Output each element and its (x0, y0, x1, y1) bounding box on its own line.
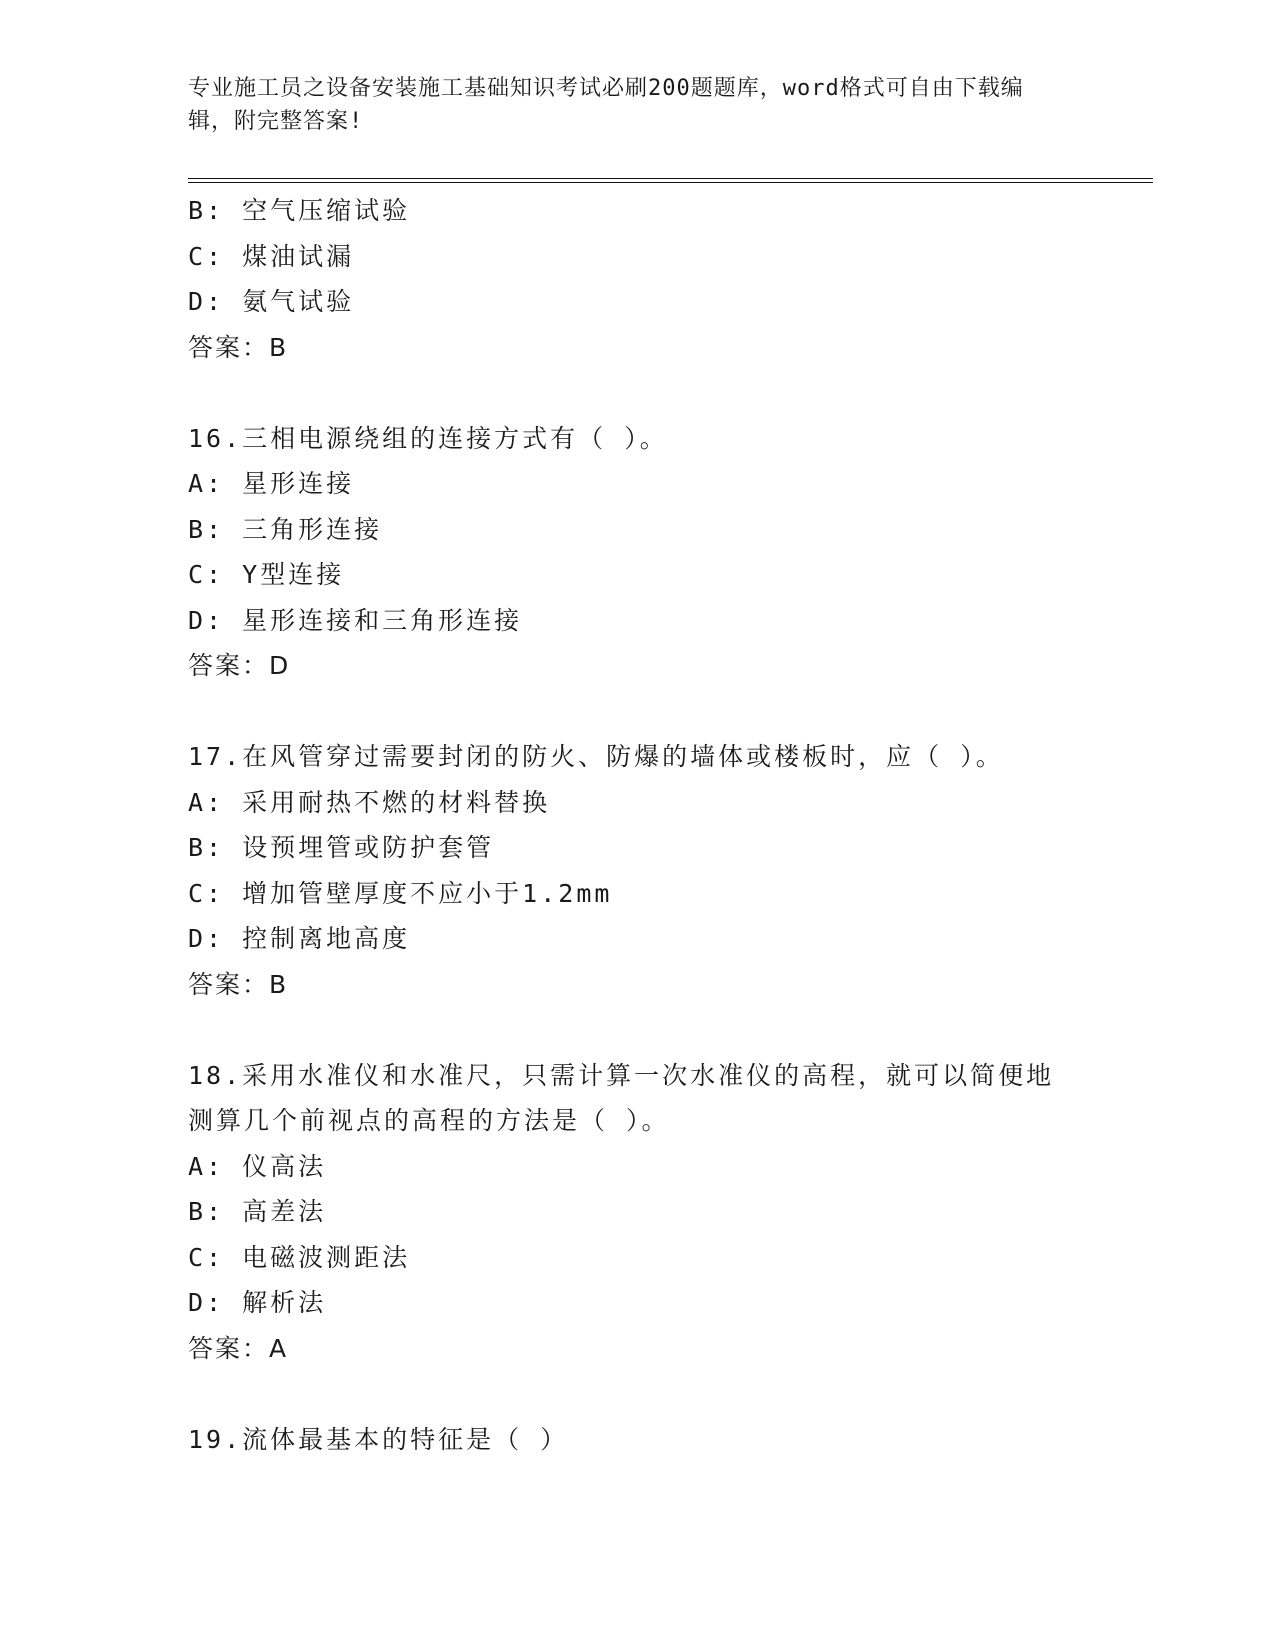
option-line (188, 780, 1153, 826)
answer-line: 答案：B (188, 332, 289, 362)
option-text: 电磁波测距法 (242, 1242, 411, 1272)
option-line (188, 279, 1153, 325)
option-text: 控制离地高度 (242, 924, 411, 953)
option-line (188, 598, 1153, 644)
option-text: 三角形连接 (242, 514, 383, 544)
option-text: Y型连接 (242, 560, 345, 589)
option-label: C: (188, 1242, 225, 1272)
option-label: B: (188, 514, 225, 544)
option-text: 星形连接 (242, 469, 355, 498)
option-label: C: (188, 878, 225, 908)
question-16 (188, 416, 1153, 689)
option-text: 解析法 (242, 1288, 327, 1317)
option-line (188, 825, 1153, 871)
option-label: A: (188, 1151, 225, 1181)
option-text: 星形连接和三角形连接 (242, 605, 523, 635)
option-label: D: (188, 605, 225, 635)
option-label: D: (188, 924, 225, 953)
answer-line: 答案：A (188, 1333, 289, 1363)
question-list (188, 188, 1153, 1462)
option-line (188, 871, 1153, 917)
question-19 (188, 1417, 1153, 1463)
document-page (188, 0, 1153, 1650)
option-text: 仪高法 (242, 1151, 327, 1181)
option-label: D: (188, 287, 225, 316)
option-text: 空气压缩试验 (242, 196, 411, 225)
option-text: 采用耐热不燃的材料替换 (242, 787, 551, 817)
option-label: A: (188, 469, 225, 498)
question-partial (188, 188, 1153, 370)
question-stem: 16.三相电源绕组的连接方式有（ ）。 (188, 423, 668, 453)
option-label: B: (188, 196, 225, 225)
question-18 (188, 1053, 1153, 1372)
option-label: C: (188, 241, 225, 271)
option-line (188, 461, 1153, 507)
answer-line: 答案：B (188, 969, 289, 999)
option-text: 设预埋管或防护套管 (242, 833, 495, 862)
question-stem: 18.采用水准仪和水准尺，只需计算一次水准仪的高程，就可以简便地测算几个前视点的高程的方法是（ ）。 (188, 1060, 1055, 1135)
answer-line: 答案：D (188, 651, 291, 680)
option-line (188, 507, 1153, 553)
question-stem: 17.在风管穿过需要封闭的防火、防爆的墙体或楼板时，应（ ）。 (188, 742, 1004, 771)
option-line (188, 188, 1153, 234)
question-17 (188, 734, 1153, 1007)
document-header: 专业施工员之设备安装施工基础知识考试必刷200题题库，word格式可自由下载编辑，附完整答案! (188, 76, 1024, 134)
option-line (188, 916, 1153, 962)
header-divider (188, 178, 1153, 183)
option-label: D: (188, 1288, 225, 1317)
option-line (188, 234, 1153, 280)
option-label: B: (188, 1197, 225, 1226)
option-text: 煤油试漏 (242, 241, 355, 271)
option-text: 增加管壁厚度不应小于1.2mm (242, 878, 613, 908)
option-line (188, 1280, 1153, 1326)
option-line (188, 552, 1153, 598)
option-text: 高差法 (242, 1197, 327, 1226)
option-label: A: (188, 787, 225, 817)
option-line (188, 1235, 1153, 1281)
question-stem: 19.流体最基本的特征是（ ） (188, 1424, 569, 1454)
option-line (188, 1189, 1153, 1235)
option-label: C: (188, 560, 225, 589)
option-label: B: (188, 833, 225, 862)
option-line (188, 1144, 1153, 1190)
option-text: 氨气试验 (242, 287, 355, 316)
